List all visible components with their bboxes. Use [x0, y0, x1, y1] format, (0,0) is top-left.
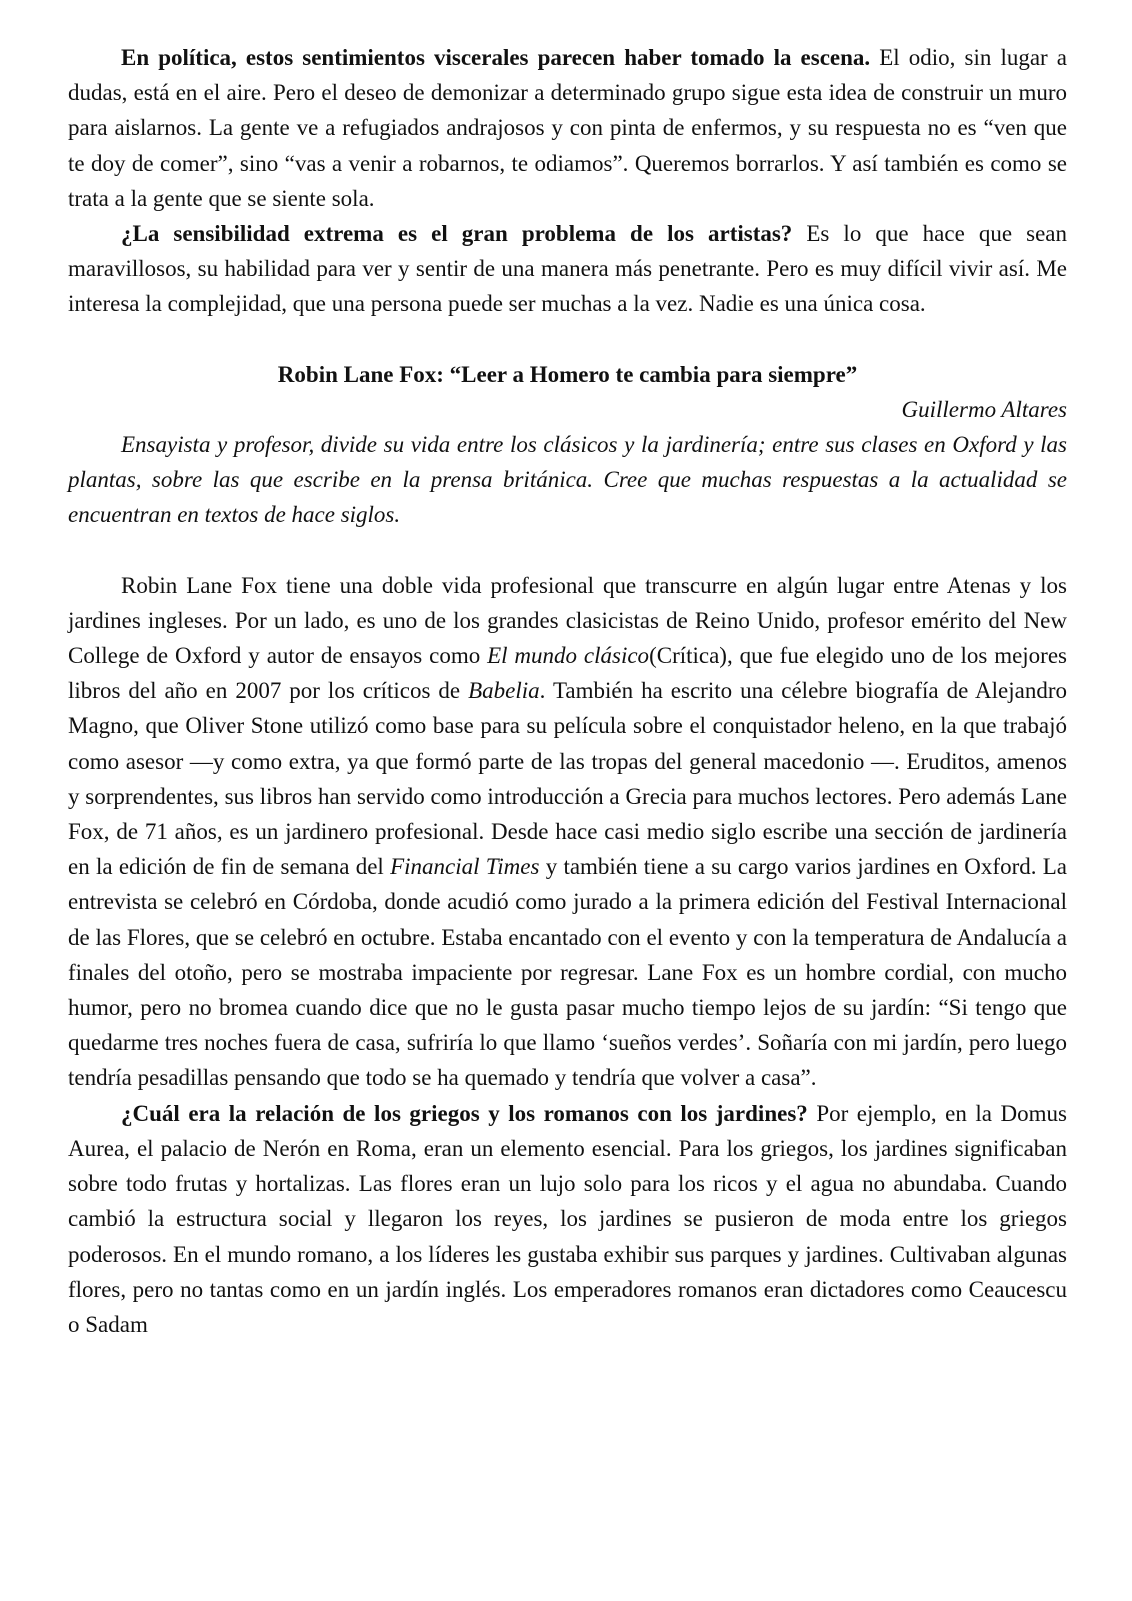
article-body-intro: [68, 568, 1067, 1096]
body-text: y también tiene a su cargo varios jardines en Oxford. La entrevista se celebró en Córdoba, donde acudió como jurado a la primera edición del Festival Internacional de las Flores, que se celebró en octubre. Estaba encantado con el evento y con la temperatura de Andalucía a finales del otoño, pero se mostraba impaciente por regresar. Lane Fox es un hombre cordial, con mucho humor, pero no bromea cuando dice que no le gusta pasar mucho tiempo lejos de su jardín: “Si tengo que quedarme tres noches fuera de casa, sufriría lo que llamo ‘sueños verdes’. Soñaría con mi jardín, pero luego tendría pesadillas pensando que todo se ha quemado y tendría que volver a casa”.: [68, 854, 1067, 1091]
paragraph-politics: [68, 40, 1067, 216]
body-text: (Crítica), que fue elegido uno de los mejores libros del año en 2007 por los críticos de: [68, 643, 1067, 704]
body-text: Robin Lane Fox tiene una doble vida profesional que transcurre en algún lugar entre Atenas y los jardines ingleses. Por un lado, es uno de los grandes clasicistas de Reino Unido, profesor emérito del New College de Oxford y autor de ensayos como: [68, 572, 1067, 669]
paragraph-sensitivity: [68, 216, 1067, 322]
interview-answer: Por ejemplo, en la Domus Aurea, el palacio de Nerón en Roma, eran un elemento esencial. Para los griegos, los jardines significaban sobre todo frutas y hortalizas. Las flores eran un lujo solo para los ricos y el agua no abundaba. Cuando cambió la estructura social y llegaron los reyes, los jardines se pusieron de moda entre los griegos poderosos. En el mundo romano, a los líderes les gustaba exhibir sus parques y jardines. Cultivaban algunas flores, pero no tantas como en un jardín inglés. Los emperadores romanos eran dictadores como Ceaucescu o Sadam: [68, 1100, 1068, 1337]
article-author: Guillermo Altares: [901, 396, 1067, 422]
publication-name: Babelia: [468, 678, 540, 704]
paragraph-gardens-question: [68, 1096, 1067, 1342]
article-title: Robin Lane Fox: “Leer a Homero te cambia para siempre”: [277, 361, 858, 387]
body-text: . También ha escrito una célebre biografía de Alejandro Magno, que Oliver Stone utilizó como base para su película sobre el conquistador heleno, en la que trabajó como asesor —y como extra, ya que formó parte de las tropas del general macedonio —. Eruditos, amenos y sorprendentes, sus libros han servido como introducción a Grecia para muchos lectores. Pero además Lane Fox, de 71 años, es un jardinero profesional. Desde hace casi medio siglo escribe una sección de jardinería en la edición de fin de semana del: [68, 678, 1067, 880]
interview-question: ¿La sensibilidad extrema es el gran problema de los artistas?: [121, 221, 793, 247]
interview-question: En política, estos sentimientos viscerales parecen haber tomado la escena.: [121, 45, 871, 70]
interview-answer: El odio, sin lugar a dudas, está en el aire. Pero el deseo de demonizar a determinado grupo sigue esta idea de construir un muro para aislarnos. La gente ve a refugiados andrajosos y con pinta de enfermos, y su respuesta no es “ven que te doy de comer”, sino “vas a venir a robarnos, te odiamos”. Queremos borrarlos. Y así también es como se trata a la gente que se siente sola.: [68, 45, 1068, 211]
document-page: [68, 40, 1067, 1342]
interview-question: ¿Cuál era la relación de los griegos y los romanos con los jardines?: [121, 1100, 808, 1126]
interview-answer: Es lo que hace que sean maravillosos, su habilidad para ver y sentir de una manera más penetrante. Pero es muy difícil vivir así. Me interesa la complejidad, que una persona puede ser muchas a la vez. Nadie es una única cosa.: [68, 221, 1067, 317]
publication-name: Financial Times: [390, 854, 540, 880]
book-title: El mundo clásico: [487, 643, 650, 669]
article-lead: Ensayista y profesor, divide su vida entre los clásicos y la jardinería; entre sus clases en Oxford y las plantas, sobre las que escribe en la prensa británica. Cree que muchas respuestas a la actualidad se encuentran en textos de hace siglos.: [68, 432, 1067, 528]
